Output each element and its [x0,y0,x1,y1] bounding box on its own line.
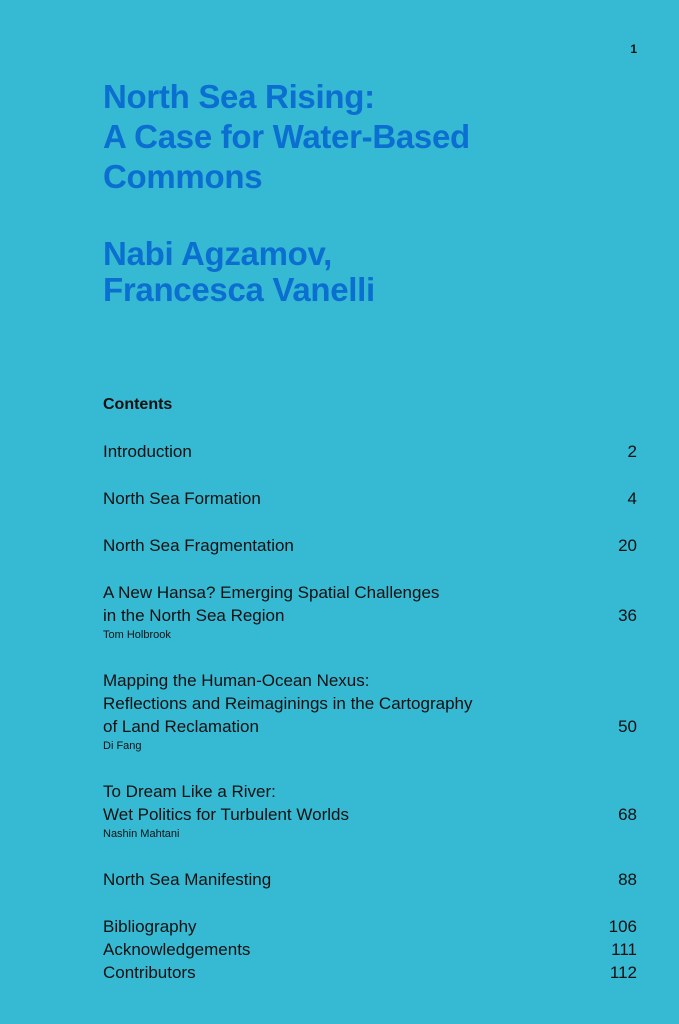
toc-title-line: Wet Politics for Turbulent Worlds [103,805,349,824]
toc-page-number: 106 [608,917,637,936]
toc-entry-dream-like-a-river[interactable] [103,780,637,842]
title-line: North Sea Rising: [103,78,375,115]
toc-entry-title [103,780,637,826]
page-number: 1 [630,42,637,56]
toc-title-line: of Land Reclamation [103,717,259,736]
toc-entry-title [103,581,637,627]
toc-page-number: 20 [618,536,637,555]
title-line: Commons [103,158,263,195]
toc-title-line: North Sea Manifesting [103,870,272,889]
title-line: A Case for Water-Based [103,118,470,155]
toc-entry-human-ocean-nexus[interactable] [103,669,637,754]
toc-entry-contributors[interactable] [103,961,637,984]
toc-entry-bibliography[interactable] [103,915,637,938]
toc-entry-new-hansa[interactable] [103,581,637,643]
toc-entry-title [103,961,637,984]
toc-title-line: A New Hansa? Emerging Spatial Challenges [103,583,440,602]
toc-title-line: North Sea Fragmentation [103,536,294,555]
toc-entry-acknowledgements[interactable] [103,938,637,961]
toc-title-line: Contributors [103,963,196,982]
author-line: Francesca Vanelli [103,271,375,308]
toc-page-number: 112 [609,963,637,982]
toc-title-line: Bibliography [103,917,197,936]
toc-entry-introduction[interactable] [103,440,637,463]
toc-page-number: 50 [618,717,637,736]
toc-entry-north-sea-formation[interactable] [103,487,637,510]
toc-page-number: 2 [627,442,637,461]
toc-entry-north-sea-fragmentation[interactable] [103,534,637,557]
book-title [103,77,623,197]
author-line: Nabi Agzamov, [103,235,332,272]
toc-title-line: To Dream Like a River: [103,782,276,801]
toc-title-line: Reflections and Reimaginings in the Cartography [103,694,473,713]
toc-entry-title [103,440,637,463]
toc-entry-author: Tom Holbrook [103,629,171,641]
toc-page-number: 88 [618,870,637,889]
toc-entry-title [103,915,637,938]
toc-entry-author: Di Fang [103,740,142,752]
toc-entry-title [103,669,637,738]
toc-page-number: 111 [611,940,637,959]
toc-title-line: Acknowledgements [103,940,251,959]
toc-page-number: 36 [618,606,637,625]
toc-title-line: North Sea Formation [103,489,261,508]
contents-heading: Contents [103,396,173,413]
book-authors [103,236,623,308]
toc-entry-title [103,487,637,510]
toc-entry-author: Nashin Mahtani [103,828,180,840]
toc-entry-north-sea-manifesting[interactable] [103,868,637,891]
toc-page-number: 68 [618,805,637,824]
toc-title-line: Mapping the Human-Ocean Nexus: [103,671,370,690]
toc-entry-title [103,534,637,557]
toc-entry-title [103,868,637,891]
toc-title-line: in the North Sea Region [103,606,285,625]
toc-page-number: 4 [627,489,637,508]
toc-entry-title [103,938,637,961]
toc-title-line: Introduction [103,442,192,461]
